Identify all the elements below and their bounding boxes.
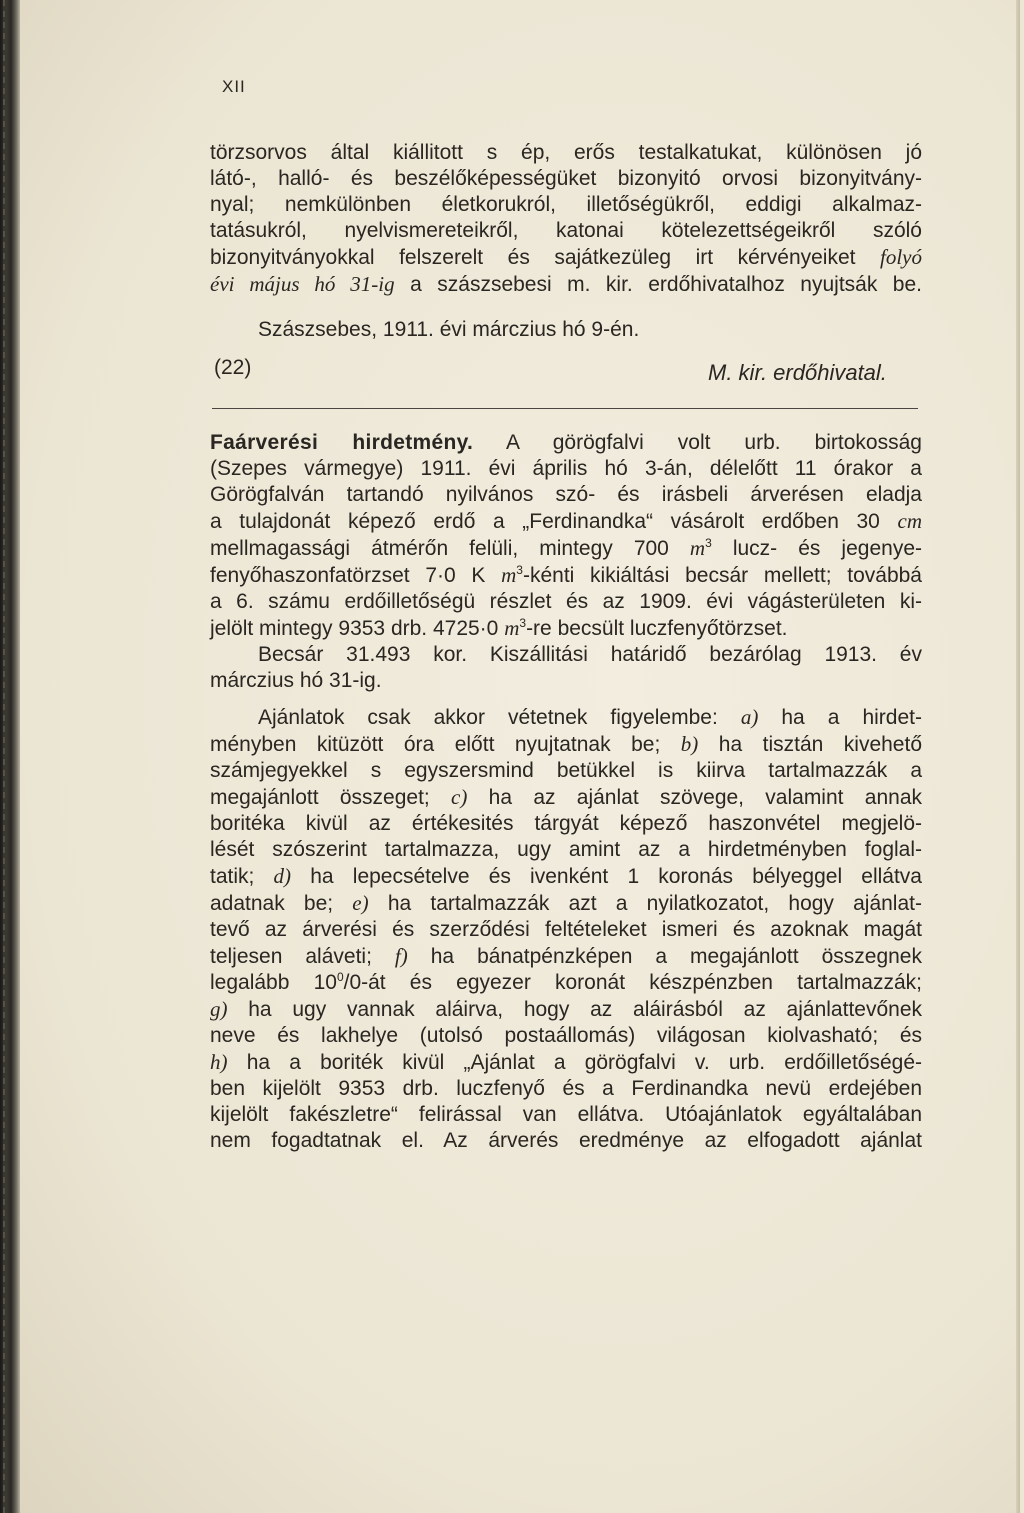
text-line: neve és lakhelye (utolsó postaállomás) világosan kiolvasható; és: [210, 1024, 922, 1047]
text-line: Ajánlatok csak akkor vétetnek figyelembe: a) ha a hirdet-: [258, 705, 922, 729]
notice-continuation: [210, 140, 922, 298]
text-line: látó-, halló- és beszélőképességüket bizonyitó orvosi bizonyitvány-: [210, 167, 922, 190]
text-line: tatik; d) ha lepecsételve és ivenként 1 koronás bélyeggel ellátva: [210, 864, 922, 888]
text-line: g) ha ugy vannak aláirva, hogy az aláirásból az ajánlattevőnek: [210, 997, 922, 1021]
text-line: lését szószerint tartalmazza, ugy amint az a hirdetményben foglal-: [210, 838, 922, 861]
text-line: mellmagassági átmérőn felüli, mintegy 700 $m^3$ lucz- és jegenye-: [210, 536, 922, 560]
text-line: megajánlott összeget; c) ha az ajánlat szövege, valamint annak: [210, 785, 922, 809]
place-date: Szászsebes, 1911. évi márczius hó 9-én.: [258, 318, 640, 341]
text-line: törzsorvos által kiállitott s ép, erős testalkatukat, különösen jó: [210, 141, 922, 164]
page-number: XII: [222, 77, 246, 96]
separator-rule: [212, 408, 918, 409]
text-line: legalább $10^0/0-át$ és egyezer koronát készpénzben tartalmazzák;: [210, 970, 922, 994]
text-line: Görögfalván tartandó nyilvános szó- és irásbeli árverésen eladja: [210, 483, 922, 506]
text-line: fenyőhaszonfatörzset 7·0 K $m^3$-kénti kikiáltási becsár mellett; továbbá: [210, 563, 922, 587]
notice-heading: Faárverési hirdetmény.: [210, 431, 474, 454]
page-edge: [1016, 0, 1020, 1513]
text-line: tatásukról, nyelvismereteikről, katonai kötelezettségeikről szóló: [210, 219, 922, 242]
text-line: márczius hó 31-ig.: [210, 669, 382, 692]
text-line: Faárverési hirdetmény. A görögfalvi volt urb. birtokosság: [210, 431, 922, 454]
text-line: kijelölt fakészletre“ felirással van ellátva. Utóajánlatok egyáltalában: [210, 1103, 922, 1126]
text-line: jelölt mintegy 9353 drb. 4725·0 $m^3-re$ becsült luczfenyőtörzset.: [210, 616, 788, 640]
text-line: h) ha a boriték kivül „Ajánlat a görögfalvi v. urb. erdőilletőségé-: [210, 1050, 922, 1074]
text-line: bizonyitványokkal felszerelt és sajátkezüleg irt kérvényeiket folyó: [210, 245, 922, 269]
text-line: ményben kitüzött óra előtt nyujtatnak be; b) ha tisztán kivehető: [210, 732, 922, 756]
text-line: évi május hó 31-ig a szászsebesi m. kir. erdőhivatalhoz nyujtsák be.: [210, 272, 922, 296]
text-line: Becsár 31.493 kor. Kiszállitási határidő bezárólag 1913. év: [258, 643, 922, 666]
text-line: nem fogadtatnak el. Az árverés eredménye az elfogadott ajánlat: [210, 1129, 922, 1152]
text-line: nyal; nemkülönben életkorukról, illetőségükről, eddigi alkalmaz-: [210, 193, 922, 216]
text-line: adatnak be; e) ha tartalmazzák azt a nyilatkozatot, hogy ajánlat-: [210, 891, 922, 915]
text-line: boritéka kivül az értékesités tárgyát képező haszonvétel megjelö-: [210, 812, 922, 835]
text-line: a 6. számu erdőilletőségü részlet és az 1909. évi vágásterületen ki-: [210, 590, 922, 613]
reference-number: (22): [214, 356, 252, 379]
text-line: teljesen aláveti; f) ha bánatpénzképen a megajánlott összegnek: [210, 944, 922, 968]
text-line: (Szepes vármegye) 1911. évi április hó 3-án, délelőtt 11 órakor a: [210, 457, 922, 480]
text-line: a tulajdonát képező erdő a „Ferdinandka“ vásárolt erdőben 30 cm: [210, 509, 922, 533]
auction-notice: [210, 430, 922, 1154]
text-line: számjegyekkel s egyszersmind betükkel is kiirva tartalmazzák a: [210, 759, 922, 782]
signature: M. kir. erdőhivatal.: [708, 360, 887, 385]
text-line: ben kijelölt 9353 drb. luczfenyő és a Ferdinandka nevü erdejében: [210, 1077, 922, 1100]
book-binding-edge: [0, 0, 20, 1513]
text-line: tevő az árverési és szerződési feltételeket ismeri és azoknak magát: [210, 918, 922, 941]
